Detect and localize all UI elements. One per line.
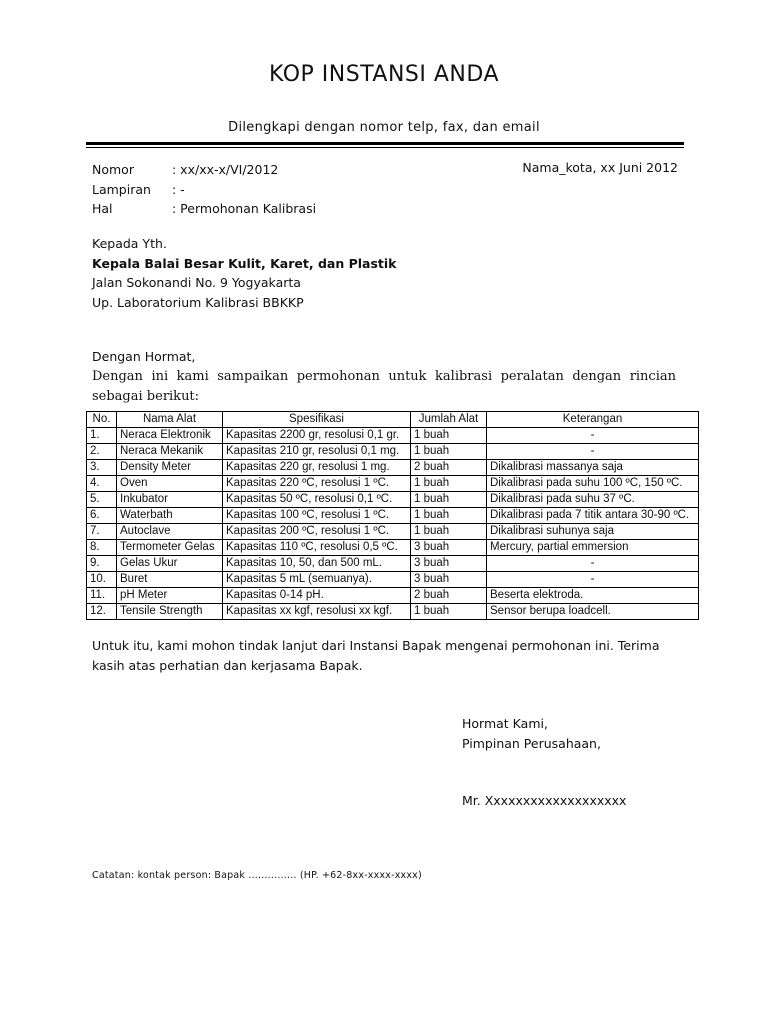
cell-spesifikasi: Kapasitas 0-14 pH. xyxy=(223,588,411,604)
greeting: Dengan Hormat, xyxy=(92,349,196,364)
cell-keterangan: Sensor berupa loadcell. xyxy=(487,604,699,620)
hal-label: Hal xyxy=(92,201,113,216)
cell-keterangan: - xyxy=(487,428,699,444)
signature-line-2: Pimpinan Perusahaan, xyxy=(462,736,601,751)
meta-nomor xyxy=(92,160,472,180)
header-jumlah-alat: Jumlah Alat xyxy=(411,412,487,428)
cell-spesifikasi: Kapasitas 110 ºC, resolusi 0,5 ºC. xyxy=(223,540,411,556)
cell-spesifikasi: Kapasitas 100 ºC, resolusi 1 ºC. xyxy=(223,508,411,524)
cell-nama-alat: Neraca Mekanik xyxy=(117,444,223,460)
table-row xyxy=(87,428,699,444)
cell-keterangan: Dikalibrasi pada 7 titik antara 30-90 ºC. xyxy=(487,508,699,524)
table-row xyxy=(87,508,699,524)
table-header-row xyxy=(87,412,699,428)
meta-lampiran xyxy=(92,180,472,200)
cell-spesifikasi: Kapasitas 200 ºC, resolusi 1 ºC. xyxy=(223,524,411,540)
cell-no: 4. xyxy=(87,476,117,492)
cell-no: 1. xyxy=(87,428,117,444)
cell-jumlah: 2 buah xyxy=(411,460,487,476)
table-row xyxy=(87,588,699,604)
cell-spesifikasi: Kapasitas 10, 50, dan 500 mL. xyxy=(223,556,411,572)
hal-value: : Permohonan Kalibrasi xyxy=(172,201,317,216)
cell-jumlah: 3 buah xyxy=(411,572,487,588)
letterhead-title: KOP INSTANSI ANDA xyxy=(268,62,499,87)
cell-no: 11. xyxy=(87,588,117,604)
cell-jumlah: 1 buah xyxy=(411,524,487,540)
nomor-label: Nomor xyxy=(92,162,134,177)
equipment-table xyxy=(86,411,699,620)
cell-nama-alat: Buret xyxy=(117,572,223,588)
table-row xyxy=(87,524,699,540)
signature-line-1: Hormat Kami, xyxy=(462,716,548,731)
table-row xyxy=(87,492,699,508)
cell-nama-alat: Inkubator xyxy=(117,492,223,508)
cell-spesifikasi: Kapasitas xx kgf, resolusi xx kgf. xyxy=(223,604,411,620)
cell-spesifikasi: Kapasitas 5 mL (semuanya). xyxy=(223,572,411,588)
table-row xyxy=(87,476,699,492)
table-row xyxy=(87,556,699,572)
cell-nama-alat: Neraca Elektronik xyxy=(117,428,223,444)
cell-spesifikasi: Kapasitas 220 gr, resolusi 1 mg. xyxy=(223,460,411,476)
closing-paragraph: Untuk itu, kami mohon tindak lanjut dari Instansi Bapak mengenai permohonan ini. Terima kasih atas perhatian dan kerjasama Bapak. xyxy=(92,638,660,673)
cell-no: 5. xyxy=(87,492,117,508)
lampiran-value: : - xyxy=(172,181,185,197)
header-spesifikasi: Spesifikasi xyxy=(223,412,411,428)
cell-keterangan: Dikalibrasi pada suhu 37 ºC. xyxy=(487,492,699,508)
cell-jumlah: 1 buah xyxy=(411,444,487,460)
cell-nama-alat: Density Meter xyxy=(117,460,223,476)
header-keterangan: Keterangan xyxy=(487,412,699,428)
cell-spesifikasi: Kapasitas 2200 gr, resolusi 0,1 gr. xyxy=(223,428,411,444)
cell-nama-alat: Waterbath xyxy=(117,508,223,524)
cell-keterangan: - xyxy=(487,572,699,588)
header-no: No. xyxy=(87,412,117,428)
cell-nama-alat: Termometer Gelas xyxy=(117,540,223,556)
cell-nama-alat: Gelas Ukur xyxy=(117,556,223,572)
cell-keterangan: Dikalibrasi massanya saja xyxy=(487,460,699,476)
header-nama-alat: Nama Alat xyxy=(117,412,223,428)
cell-no: 6. xyxy=(87,508,117,524)
cell-nama-alat: Tensile Strength xyxy=(117,604,223,620)
recipient-name: Kepala Balai Besar Kulit, Karet, dan Plastik xyxy=(92,255,397,271)
cell-keterangan: Dikalibrasi pada suhu 100 ºC, 150 ºC. xyxy=(487,476,699,492)
signer-name: Mr. Xxxxxxxxxxxxxxxxxxx xyxy=(462,793,627,808)
letter-meta xyxy=(92,160,472,219)
cell-nama-alat: Oven xyxy=(117,476,223,492)
cell-keterangan: Dikalibrasi suhunya saja xyxy=(487,524,699,540)
table-row xyxy=(87,540,699,556)
cell-no: 12. xyxy=(87,604,117,620)
cell-no: 2. xyxy=(87,444,117,460)
cell-spesifikasi: Kapasitas 210 gr, resolusi 0,1 mg. xyxy=(223,444,411,460)
recipient-block xyxy=(92,234,397,312)
contact-note: Catatan: kontak person: Bapak ............... (HP. +62-8xx-xxxx-xxxx) xyxy=(92,870,422,881)
cell-nama-alat: pH Meter xyxy=(117,588,223,604)
letterhead-subtitle: Dilengkapi dengan nomor telp, fax, dan email xyxy=(228,120,540,135)
cell-jumlah: 1 buah xyxy=(411,428,487,444)
cell-no: 3. xyxy=(87,460,117,476)
cell-jumlah: 2 buah xyxy=(411,588,487,604)
cell-spesifikasi: Kapasitas 220 ºC, resolusi 1 ºC. xyxy=(223,476,411,492)
intro-paragraph: Dengan ini kami sampaikan permohonan untuk kalibrasi peralatan dengan rincian sebagai berikut: xyxy=(92,369,676,404)
cell-jumlah: 1 buah xyxy=(411,492,487,508)
cell-no: 7. xyxy=(87,524,117,540)
recipient-attention: Up. Laboratorium Kalibrasi BBKKP xyxy=(92,294,304,310)
cell-spesifikasi: Kapasitas 50 ºC, resolusi 0,1 ºC. xyxy=(223,492,411,508)
cell-jumlah: 1 buah xyxy=(411,508,487,524)
cell-jumlah: 1 buah xyxy=(411,604,487,620)
lampiran-label: Lampiran xyxy=(92,181,151,197)
letter-date: Nama_kota, xx Juni 2012 xyxy=(522,160,678,175)
cell-no: 10. xyxy=(87,572,117,588)
signature-block xyxy=(462,714,601,754)
recipient-address: Jalan Sokonandi No. 9 Yogyakarta xyxy=(92,275,301,290)
nomor-value: : xx/xx-x/VI/2012 xyxy=(172,162,279,177)
cell-keterangan: Beserta elektroda. xyxy=(487,588,699,604)
recipient-salutation: Kepada Yth. xyxy=(92,236,167,251)
cell-no: 9. xyxy=(87,556,117,572)
cell-keterangan: Mercury, partial emmersion xyxy=(487,540,699,556)
table-row xyxy=(87,460,699,476)
cell-keterangan: - xyxy=(487,556,699,572)
meta-hal xyxy=(92,199,472,219)
cell-jumlah: 3 buah xyxy=(411,556,487,572)
letterhead-divider xyxy=(86,142,684,148)
cell-no: 8. xyxy=(87,540,117,556)
cell-keterangan: - xyxy=(487,444,699,460)
table-row xyxy=(87,604,699,620)
table-row xyxy=(87,444,699,460)
table-row xyxy=(87,572,699,588)
cell-nama-alat: Autoclave xyxy=(117,524,223,540)
cell-jumlah: 3 buah xyxy=(411,540,487,556)
cell-jumlah: 1 buah xyxy=(411,476,487,492)
